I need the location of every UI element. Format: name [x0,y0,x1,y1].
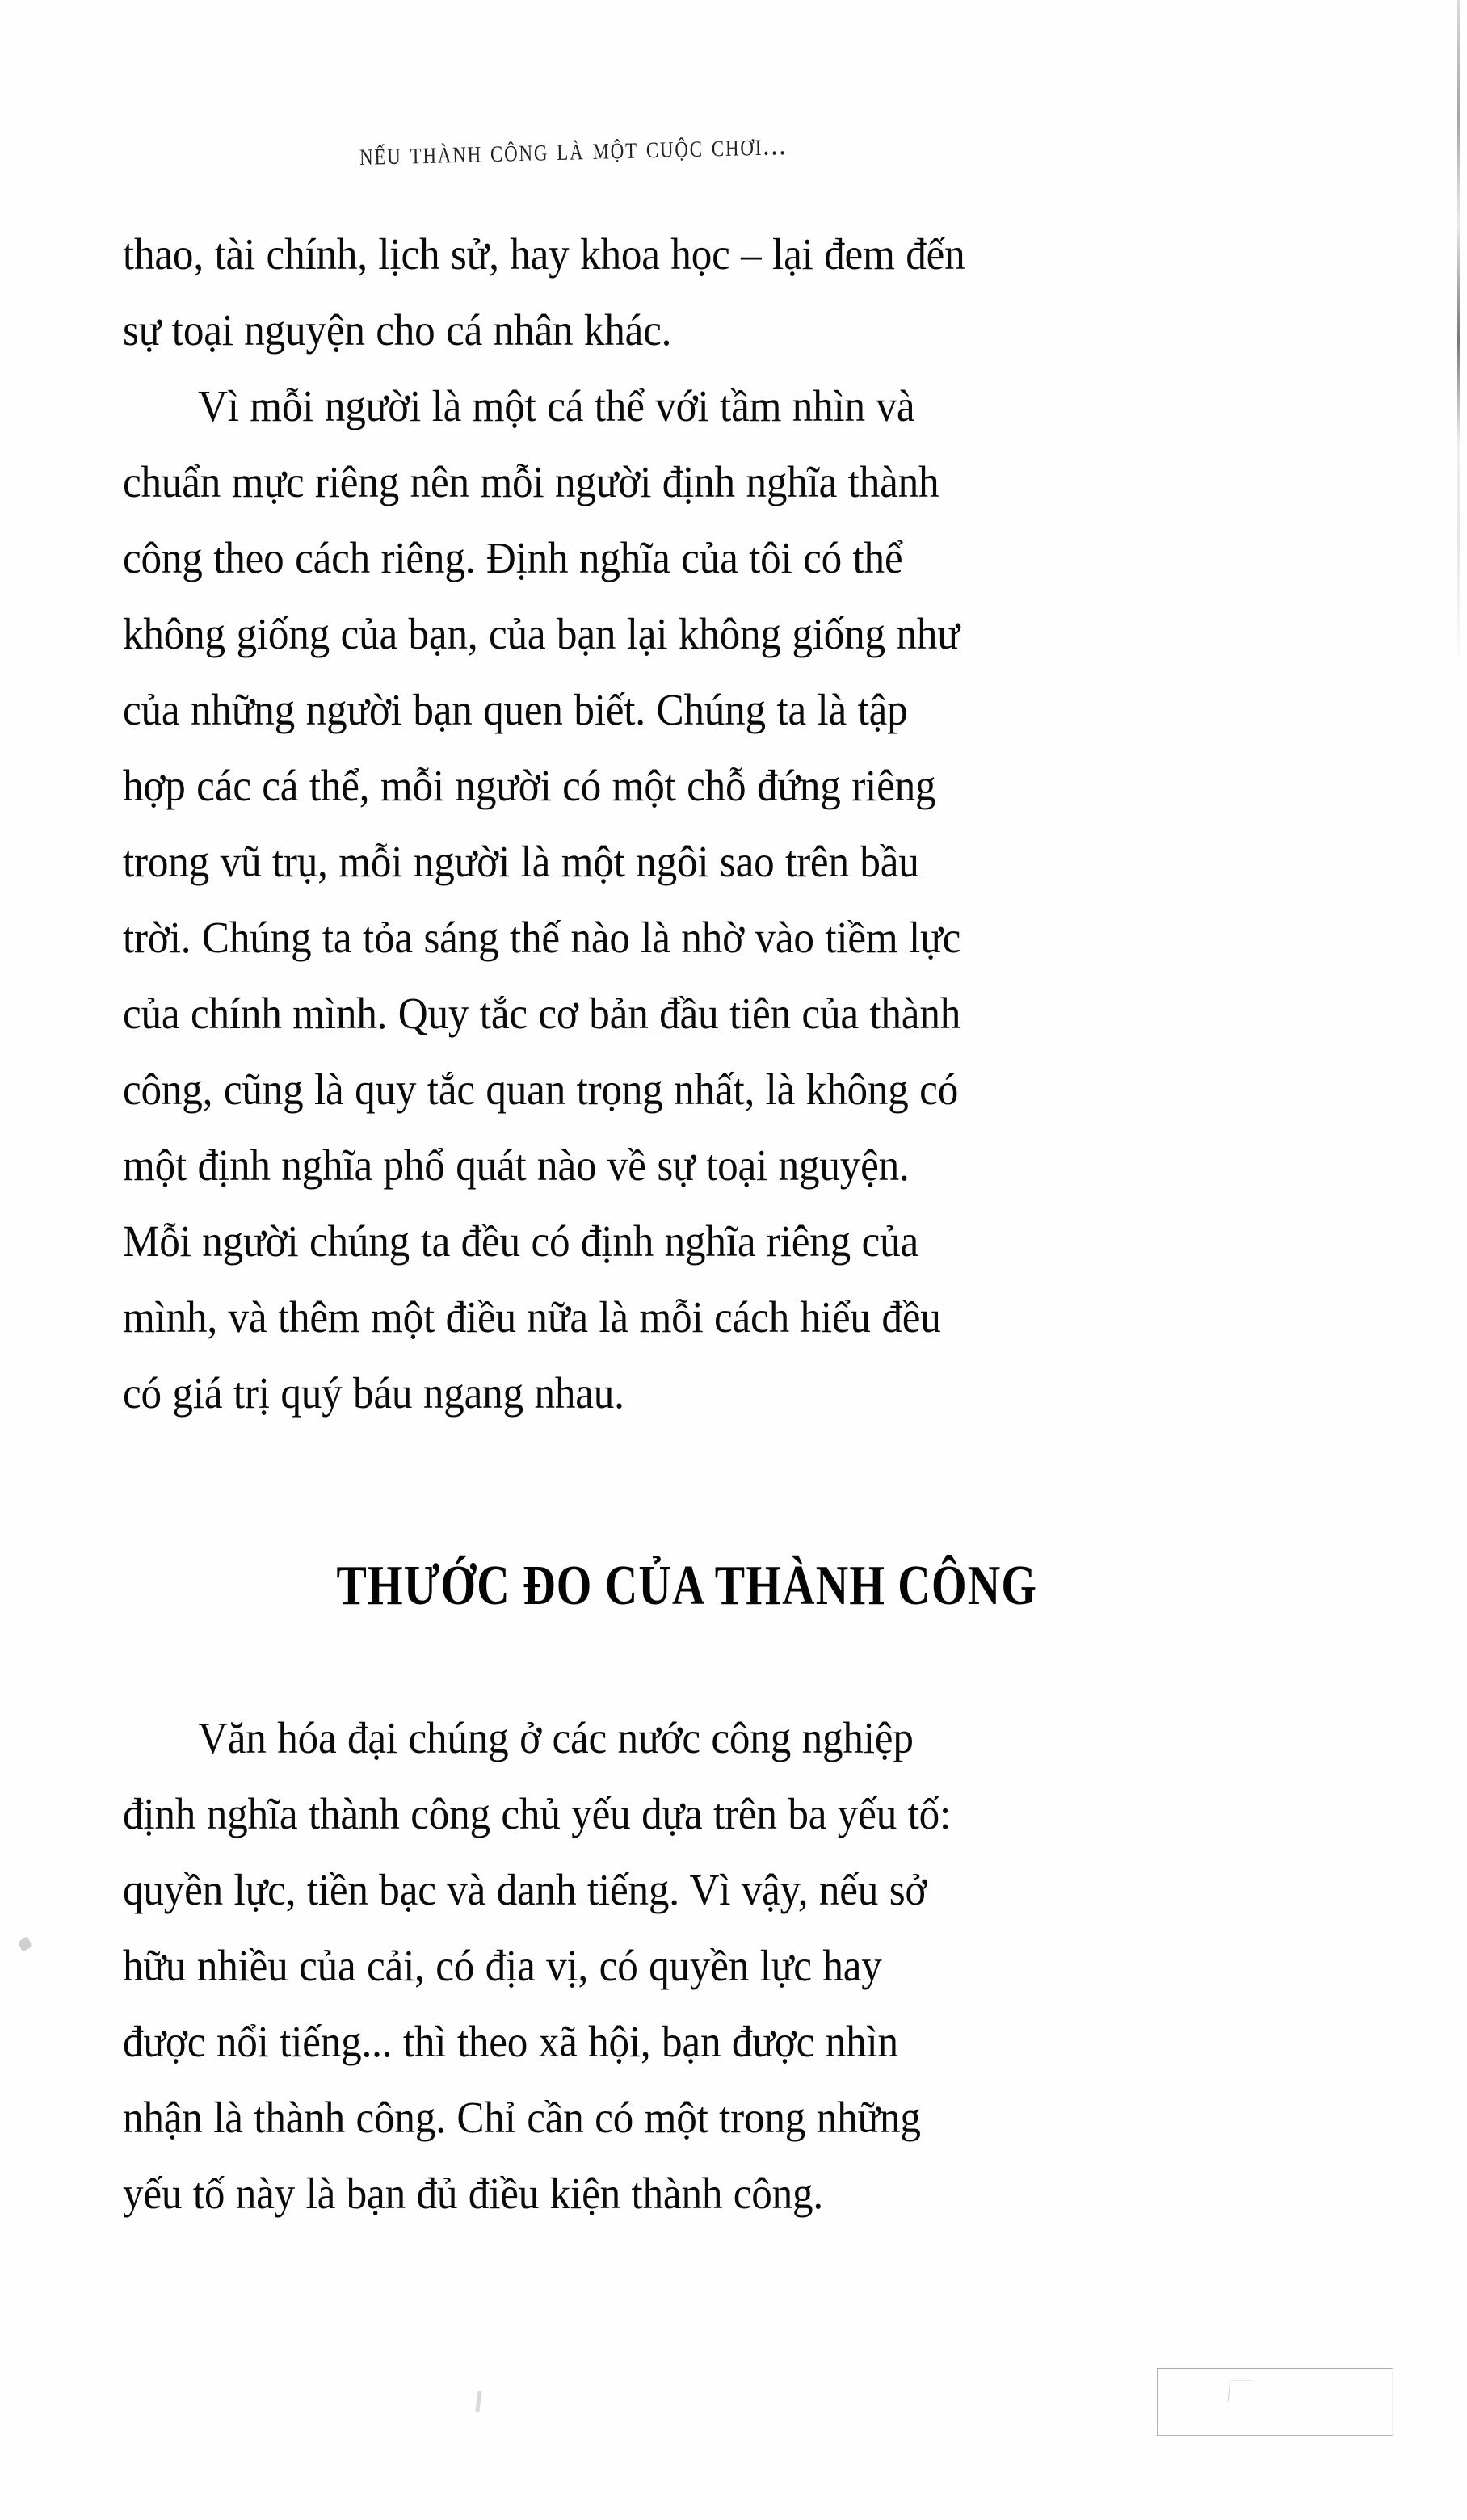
text-line [123,2080,1199,2156]
text-line-content: hữu nhiều của cải, có địa vị, có quyền lực hay [123,1941,882,1990]
scan-speck-artifact [475,2391,482,2412]
text-line [123,1279,1199,1355]
text-line-content: Mỗi người chúng ta đều có định nghĩa riêng của [123,1216,919,1266]
text-line [123,520,1199,596]
text-line-content: được nổi tiếng... thì theo xã hội, bạn được nhìn [123,2017,898,2066]
paragraph-two [123,368,1199,1431]
section-heading [0,1555,1373,1618]
text-line [123,1355,1199,1431]
text-line-content: trong vũ trụ, mỗi người là một ngôi sao trên bầu [123,837,919,886]
text-line [123,672,1199,748]
text-line [123,596,1199,672]
text-line-content: nhận là thành công. Chỉ cần có một trong những [123,2093,921,2142]
scan-smudge-artifact [18,1937,33,1952]
text-line-content: công, cũng là quy tắc quan trọng nhất, là không có [123,1065,959,1114]
scan-edge-artifact [1457,0,1460,654]
text-line-content: hợp các cá thể, mỗi người có một chỗ đứng riêng [123,761,936,810]
paragraph-three [123,1700,1199,2232]
text-line [123,1128,1199,1203]
text-line-content: một định nghĩa phổ quát nào về sự toại nguyện. [123,1140,910,1190]
text-line [123,2156,1199,2232]
running-head [121,125,1284,184]
text-line [123,1052,1199,1128]
paragraph-continuation [123,216,1199,368]
text-line [123,1776,1199,1852]
text-line [123,824,1199,900]
text-line [123,1700,1199,1776]
text-line [123,976,1199,1052]
text-line-content: Vì mỗi người là một cá thể với tầm nhìn và [198,381,915,430]
text-line-content: Văn hóa đại chúng ở các nước công nghiệp [198,1713,914,1762]
text-line-content: sự toại nguyện cho cá nhân khác. [123,305,672,355]
text-line [123,216,1199,292]
text-line-content: công theo cách riêng. Định nghĩa của tôi có thể [123,533,903,582]
text-line [123,292,1199,368]
text-line [123,1852,1199,1928]
running-head-text: nếu thành công là một cuộc chơi... [359,125,788,172]
text-line-content: thao, tài chính, lịch sử, hay khoa học – lại đem đến [123,229,965,279]
text-line [123,444,1199,520]
text-line-content: yếu tố này là bạn đủ điều kiện thành công. [123,2169,824,2218]
text-line-content: chuẩn mực riêng nên mỗi người định nghĩa thành [123,457,939,506]
body-text-bottom [123,1700,1280,2232]
text-line-content: có giá trị quý báu ngang nhau. [123,1368,624,1418]
text-line-content: không giống của bạn, của bạn lại không giống như [123,609,960,658]
text-line [123,1203,1199,1279]
text-line-content: quyền lực, tiền bạc và danh tiếng. Vì vậy, nếu sở [123,1865,927,1914]
text-line [123,748,1199,824]
text-line-content: của chính mình. Quy tắc cơ bản đầu tiên của thành [123,989,961,1038]
text-line-content: của những người bạn quen biết. Chúng ta là tập [123,685,908,734]
scan-box-mark [1228,2380,1252,2402]
body-text-top [123,216,1280,1431]
section-heading-text: THƯỚC ĐO CỦA THÀNH CÔNG [336,1555,1037,1617]
text-line-content: trời. Chúng ta tỏa sáng thế nào là nhờ vào tiềm lực [123,913,961,962]
text-line [123,368,1199,444]
scan-box-artifact [1157,2368,1393,2436]
text-line-content: định nghĩa thành công chủ yếu dựa trên ba yếu tố: [123,1789,952,1838]
text-line [123,2004,1199,2080]
text-line-content: mình, và thêm một điều nữa là mỗi cách hiểu đều [123,1292,941,1342]
text-line [123,900,1199,976]
text-line [123,1928,1199,2004]
